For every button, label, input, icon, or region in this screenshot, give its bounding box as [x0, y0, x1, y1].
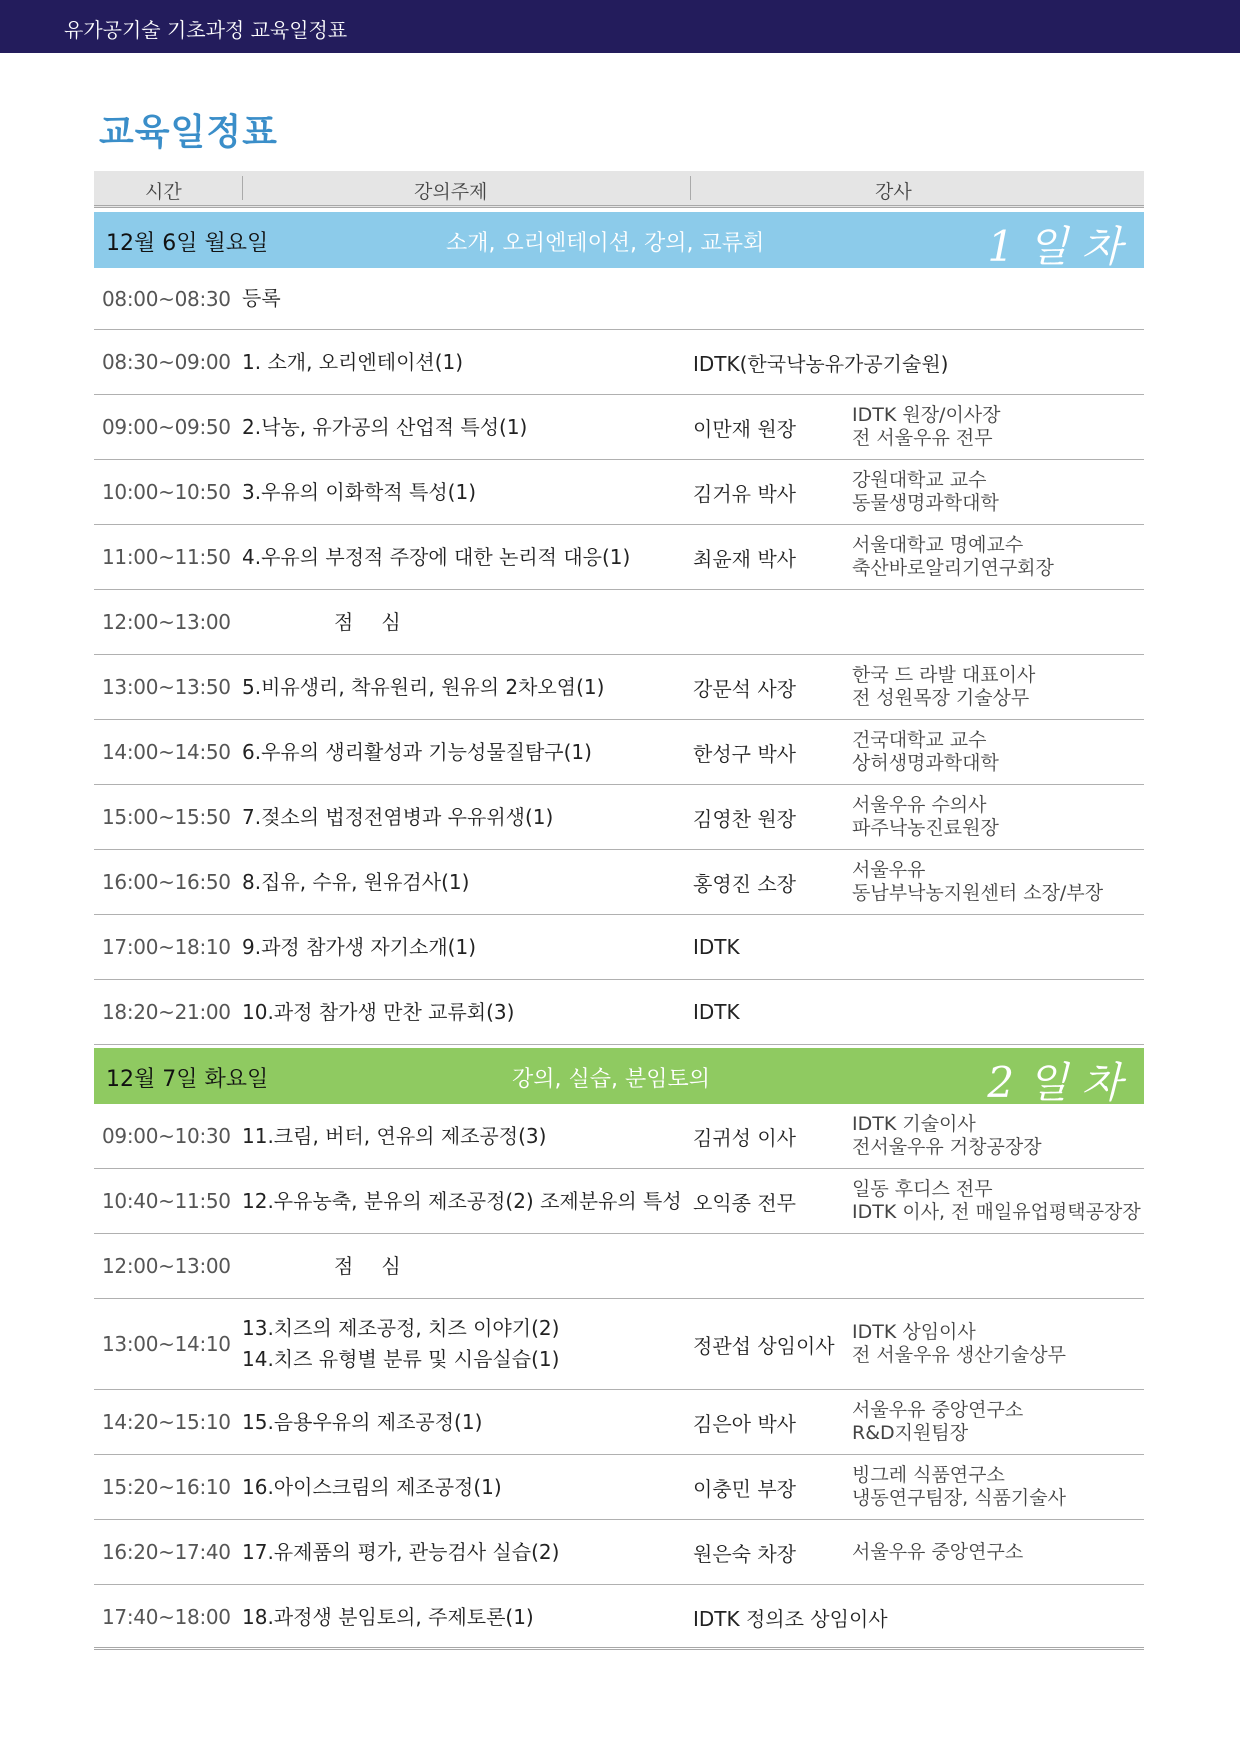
- session-time: 14:20~15:10: [102, 1410, 231, 1434]
- lecturer-name: 강문석 사장: [693, 676, 796, 701]
- lecturer-name: 김은아 박사: [693, 1411, 796, 1436]
- schedule-row: [94, 330, 1144, 395]
- affiliation-line: 전 서울우유 생산기술상무: [852, 1344, 1066, 1366]
- schedule-row: [94, 655, 1144, 720]
- lecturer-name: IDTK(한국낙농유가공기술원): [693, 351, 949, 376]
- affiliation-line: 일동 후디스 전무: [852, 1178, 993, 1200]
- topic-line: 8.집유, 수유, 원유검사(1): [242, 869, 470, 894]
- schedule-row: [94, 785, 1144, 850]
- topic-line: 10.과정 참가생 만찬 교류회(3): [242, 999, 515, 1024]
- affiliation-line: 파주낙농진료원장: [852, 817, 999, 839]
- session-topic: [242, 850, 469, 914]
- session-topic: [242, 395, 527, 459]
- affiliation-line: 전 서울우유 전무: [852, 427, 993, 449]
- session-time: 15:00~15:50: [102, 805, 231, 829]
- schedule-row: [94, 720, 1144, 785]
- day-header-bar: [94, 1048, 1144, 1107]
- schedule-row: [94, 1390, 1144, 1455]
- topic-line: 4.우유의 부정적 주장에 대한 논리적 대응(1): [242, 544, 631, 569]
- column-lecturer: 강사: [875, 181, 912, 203]
- session-topic: [242, 1299, 559, 1389]
- affiliation-line: 한국 드 라발 대표이사: [852, 664, 1036, 686]
- topic-line: 14.치즈 유형별 분류 및 시음실습(1): [242, 1347, 560, 1371]
- topic-line: 9.과정 참가생 자기소개(1): [242, 934, 477, 959]
- affiliation-line: IDTK 이사, 전 매일유업평택공장장: [852, 1201, 1141, 1223]
- lecturer-affiliation: [852, 850, 1103, 914]
- affiliation-line: 서울우유 수의사: [852, 794, 987, 816]
- session-topic: [242, 460, 476, 524]
- day-label: 2 일 차: [987, 1058, 1122, 1107]
- session-topic: [242, 330, 463, 394]
- topic-line: 2.낙농, 유가공의 산업적 특성(1): [242, 414, 528, 439]
- session-topic: [242, 720, 592, 784]
- lecturer-name: 오익종 전무: [693, 1190, 796, 1215]
- lecturer-name: IDTK: [693, 935, 740, 959]
- session-topic: [242, 1520, 559, 1584]
- topic-line: 6.우유의 생리활성과 기능성물질탐구(1): [242, 739, 592, 764]
- day-label: 1 일 차: [987, 222, 1122, 271]
- affiliation-line: IDTK 기술이사: [852, 1113, 976, 1135]
- lecturer-name: IDTK 정의조 상임이사: [693, 1606, 888, 1631]
- lunch-break: [334, 590, 429, 654]
- session-topic: [242, 525, 630, 589]
- topic-line: 점심: [334, 609, 429, 634]
- lecturer-name: 홍영진 소장: [693, 871, 796, 896]
- session-topic: [242, 1390, 482, 1454]
- schedule-row: [94, 268, 1144, 330]
- schedule-row: [94, 1234, 1144, 1299]
- lecturer-affiliation: [852, 1390, 1023, 1454]
- affiliation-line: 서울우유 중앙연구소: [852, 1399, 1024, 1421]
- lecturer-affiliation: [852, 1455, 1066, 1519]
- topic-line: 15.음용우유의 제조공정(1): [242, 1409, 483, 1434]
- lecturer-name: 김귀성 이사: [693, 1125, 796, 1150]
- session-time: 14:00~14:50: [102, 740, 231, 764]
- session-time: 08:30~09:00: [102, 350, 231, 374]
- lecturer-affiliation: [852, 460, 999, 524]
- schedule-row: [94, 915, 1144, 980]
- table-bottom-rule: [94, 1647, 1144, 1650]
- session-time: 13:00~14:10: [102, 1332, 231, 1356]
- affiliation-line: 동남부낙농지원센터 소장/부장: [852, 882, 1104, 904]
- topic-line: 12.우유농축, 분유의 제조공정(2) 조제분유의 특성: [242, 1188, 682, 1213]
- session-topic: [242, 655, 604, 719]
- lecturer-affiliation: [852, 785, 999, 849]
- affiliation-line: 전서울우유 거창공장장: [852, 1136, 1042, 1158]
- affiliation-line: 강원대학교 교수: [852, 469, 987, 491]
- header-bar: [0, 0, 1240, 53]
- lecturer-affiliation: [852, 395, 1001, 459]
- affiliation-line: 동물생명과학대학: [852, 492, 999, 514]
- topic-line: 등록: [242, 286, 281, 310]
- column-header: [94, 171, 1144, 208]
- lecturer-name: 김영찬 원장: [693, 806, 796, 831]
- schedule-row: [94, 1299, 1144, 1390]
- affiliation-line: 빙그레 식품연구소: [852, 1464, 1005, 1486]
- session-time: 10:40~11:50: [102, 1189, 231, 1213]
- topic-line: 16.아이스크림의 제조공정(1): [242, 1474, 502, 1499]
- topic-line: 3.우유의 이화학적 특성(1): [242, 479, 477, 504]
- schedule-row: [94, 590, 1144, 655]
- topic-line: 17.유제품의 평가, 관능검사 실습(2): [242, 1539, 560, 1564]
- lecturer-name: 최윤재 박사: [693, 546, 796, 571]
- lecturer-name: 한성구 박사: [693, 741, 796, 766]
- affiliation-line: 건국대학교 교수: [852, 729, 987, 751]
- schedule-row: [94, 980, 1144, 1045]
- topic-line: 11.크림, 버터, 연유의 제조공정(3): [242, 1123, 547, 1148]
- session-topic: [242, 915, 476, 979]
- session-time: 11:00~11:50: [102, 545, 231, 569]
- session-topic: [242, 785, 553, 849]
- day-header-bar: [94, 212, 1144, 271]
- affiliation-line: 서울대학교 명예교수: [852, 534, 1024, 556]
- affiliation-line: 서울우유 중앙연구소: [852, 1540, 1024, 1563]
- session-time: 18:20~21:00: [102, 1000, 231, 1024]
- affiliation-line: IDTK 원장/이사장: [852, 404, 1001, 426]
- session-topic: [242, 1585, 534, 1649]
- day-theme: 소개, 오리엔테이션, 강의, 교류회: [446, 231, 765, 256]
- schedule-row: [94, 1520, 1144, 1585]
- day-date: 12월 7일 화요일: [106, 1067, 269, 1092]
- session-time: 12:00~13:00: [102, 1254, 231, 1278]
- column-divider: [242, 176, 243, 200]
- schedule-row: [94, 1455, 1144, 1520]
- session-time: 08:00~08:30: [102, 286, 231, 311]
- schedule-row: [94, 1104, 1144, 1169]
- lecturer-affiliation: [852, 720, 999, 784]
- lecturer-affiliation: [852, 655, 1035, 719]
- column-time: 시간: [145, 181, 182, 203]
- column-divider: [690, 176, 691, 200]
- lecturer-name: 원은숙 차장: [693, 1541, 796, 1566]
- session-time: 17:40~18:00: [102, 1605, 231, 1629]
- schedule-row: [94, 395, 1144, 460]
- lecturer-affiliation: [852, 1169, 1141, 1233]
- session-time: 12:00~13:00: [102, 610, 231, 634]
- session-topic: [242, 1455, 502, 1519]
- affiliation-line: 냉동연구팀장, 식품기술사: [852, 1487, 1066, 1509]
- affiliation-line: 축산바로알리기연구회장: [852, 557, 1054, 579]
- page-title: 교육일정표: [99, 112, 278, 153]
- topic-line: 18.과정생 분임토의, 주제토론(1): [242, 1604, 534, 1629]
- session-time: 16:00~16:50: [102, 870, 231, 894]
- affiliation-line: 상허생명과학대학: [852, 752, 999, 774]
- schedule-row: [94, 460, 1144, 525]
- topic-line: 7.젖소의 법정전염병과 우유위생(1): [242, 804, 554, 829]
- lecturer-name: 이만재 원장: [693, 416, 796, 441]
- affiliation-line: 서울우유: [852, 859, 926, 881]
- session-time: 16:20~17:40: [102, 1540, 231, 1564]
- lecturer-name: 이충민 부장: [693, 1476, 796, 1501]
- day-theme: 강의, 실습, 분임토의: [512, 1067, 710, 1092]
- topic-line: 13.치즈의 제조공정, 치즈 이야기(2): [242, 1316, 560, 1340]
- topic-line: 1. 소개, 오리엔테이션(1): [242, 349, 464, 374]
- session-time: 09:00~10:30: [102, 1124, 231, 1148]
- column-topic: 강의주제: [414, 181, 488, 203]
- session-time: 13:00~13:50: [102, 675, 231, 699]
- lecturer-affiliation: [852, 1104, 1042, 1168]
- session-time: 10:00~10:50: [102, 480, 231, 504]
- session-topic: [242, 1169, 682, 1233]
- header-title: 유가공기술 기초과정 교육일정표: [64, 18, 348, 42]
- schedule-row: [94, 525, 1144, 590]
- lecturer-affiliation: [852, 1520, 1023, 1584]
- day-date: 12월 6일 월요일: [106, 231, 269, 256]
- lecturer-affiliation: [852, 525, 1054, 589]
- lecturer-name: IDTK: [693, 1000, 740, 1024]
- lecturer-name: 김거유 박사: [693, 481, 796, 506]
- topic-line: 5.비유생리, 착유원리, 원유의 2차오염(1): [242, 674, 605, 699]
- lecturer-affiliation: [852, 1299, 1066, 1389]
- session-topic: [242, 1104, 546, 1168]
- lunch-break: [334, 1234, 429, 1298]
- schedule-row: [94, 850, 1144, 915]
- affiliation-line: IDTK 상임이사: [852, 1321, 976, 1343]
- session-time: 17:00~18:10: [102, 935, 231, 959]
- affiliation-line: 전 성원목장 기술상무: [852, 687, 1030, 709]
- topic-line: 점심: [334, 1253, 429, 1278]
- session-topic: [242, 980, 514, 1044]
- session-time: 15:20~16:10: [102, 1475, 231, 1499]
- affiliation-line: R&D지원팀장: [852, 1422, 969, 1444]
- schedule-row: [94, 1585, 1144, 1650]
- session-time: 09:00~09:50: [102, 415, 231, 439]
- schedule-row: [94, 1169, 1144, 1234]
- lecturer-name: 정관섭 상임이사: [693, 1333, 835, 1358]
- session-topic: [242, 268, 281, 329]
